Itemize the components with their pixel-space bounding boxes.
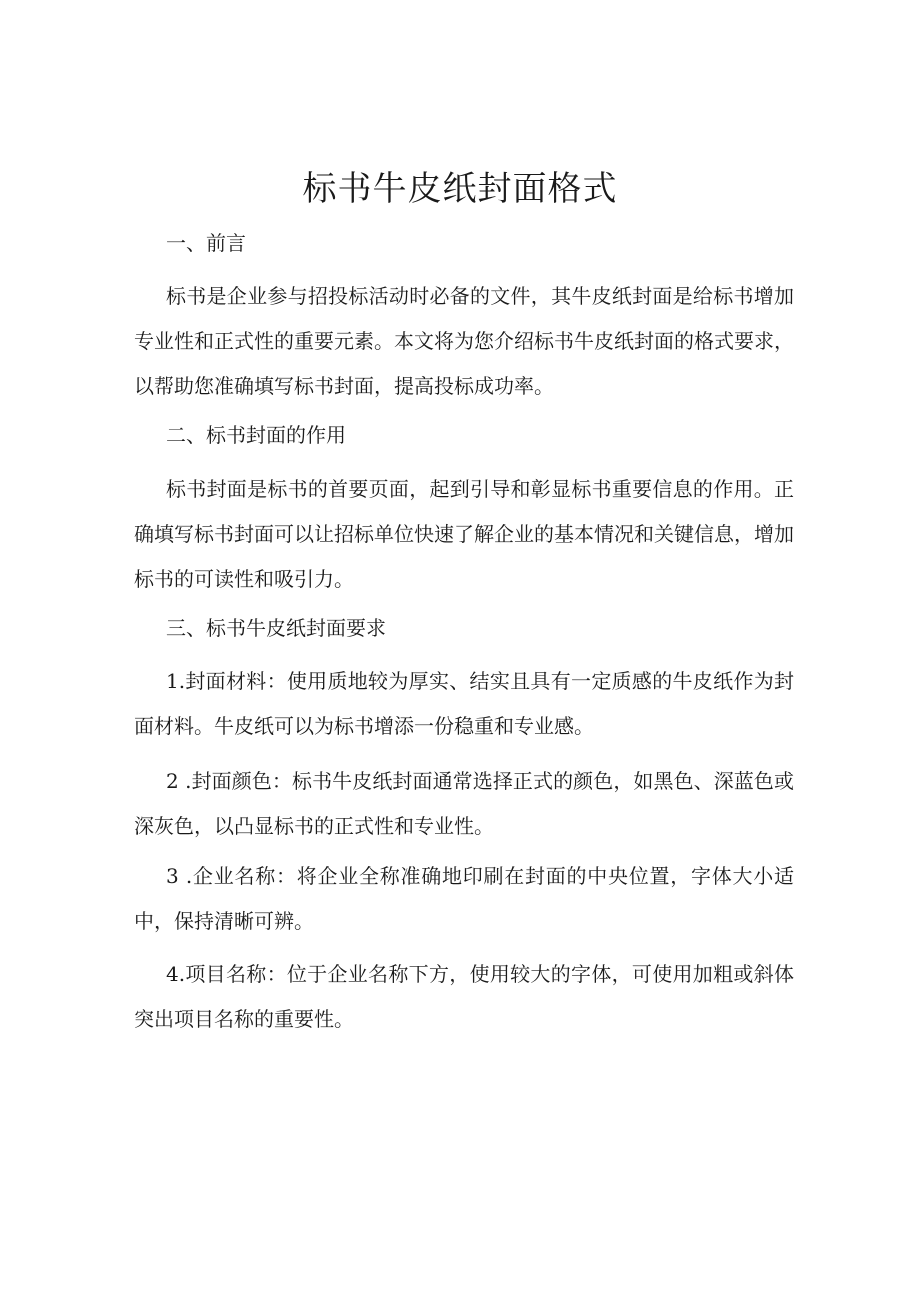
section-body-role: 标书封面是标书的首要页面，起到引导和彰显标书重要信息的作用。正确填写标书封面可以让招标单位快速了解企业的基本情况和关键信息，增加标书的可读性和吸引力。 <box>134 477 794 591</box>
list-item-material: 1.封面材料：使用质地较为厚实、结实且具有一定质感的牛皮纸作为封面材料。牛皮纸可以为标书增添一份稳重和专业感。 <box>134 669 794 738</box>
section-heading-requirements: 三、标书牛皮纸封面要求 <box>166 616 386 640</box>
section-heading-role: 二、标书封面的作用 <box>166 423 346 447</box>
list-item-company-name: 3 .企业名称：将企业全称准确地印刷在封面的中央位置，字体大小适中，保持清晰可辨。 <box>134 864 794 933</box>
section-body-preface: 标书是企业参与招投标活动时必备的文件，其牛皮纸封面是给标书增加专业性和正式性的重要元素。本文将为您介绍标书牛皮纸封面的格式要求，以帮助您准确填写标书封面，提高投标成功率。 <box>134 284 794 398</box>
list-item-project-name: 4.项目名称：位于企业名称下方，使用较大的字体，可使用加粗或斜体突出项目名称的重要性。 <box>134 962 794 1031</box>
section-heading-preface: 一、前言 <box>166 231 246 255</box>
list-item-color: 2 .封面颜色：标书牛皮纸封面通常选择正式的颜色，如黑色、深蓝色或深灰色，以凸显标书的正式性和专业性。 <box>134 769 794 838</box>
document-title: 标书牛皮纸封面格式 <box>302 169 618 209</box>
